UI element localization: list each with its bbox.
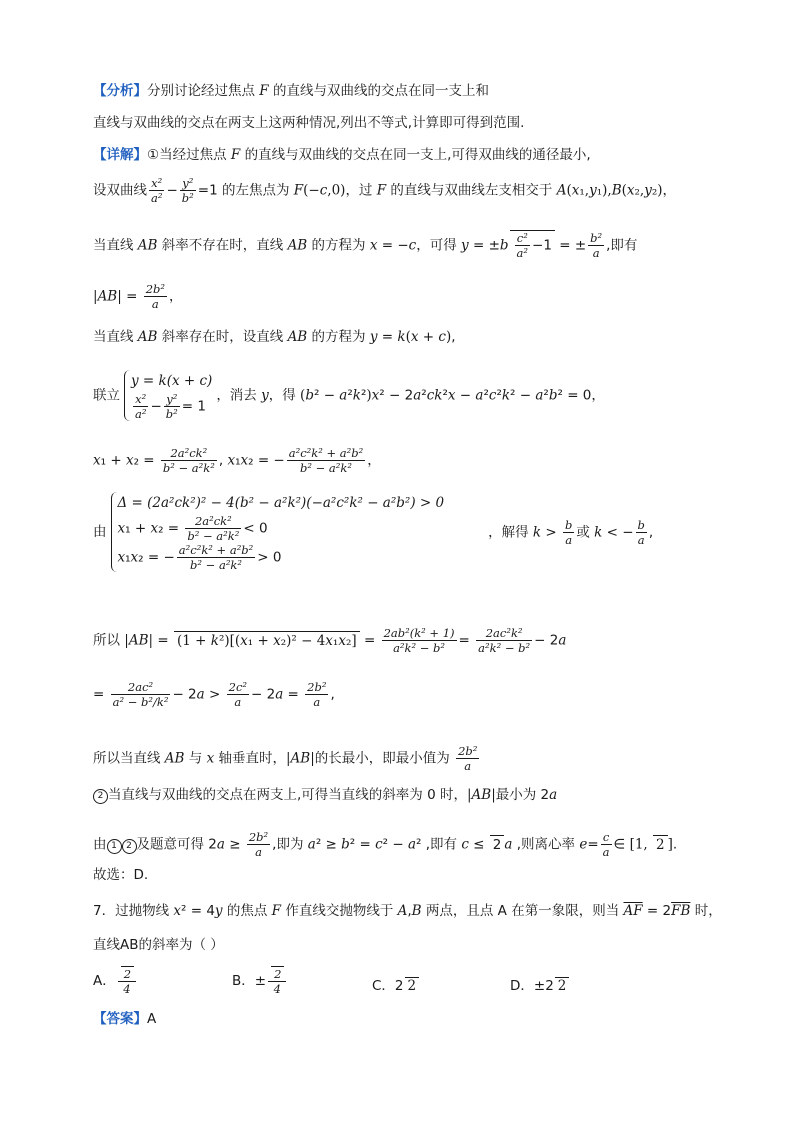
answer-line — [93, 1010, 156, 1028]
system-lead: 联立 — [93, 387, 120, 404]
combine-line: 由 1 2 及题意可得 2a ≥ $\frac{\text{2b²}}{a}$ ,即为 a² ≥ b² = c² − a² ,即有 c ≤ 2 a ,则离心率 e= $\frac{c}{a}$ ∈ [1, 2 ]. — [93, 830, 678, 859]
detail-tag: 【详解】 — [93, 147, 147, 163]
setup-line: 设双曲线 $\frac{\text{x²}}{\text{a²}}$ − $\frac{\text{y²}}{\text{b²}}$ =1 的左焦点为 F(−c,0)，过 F 的直线与双曲线左支相交于 A(x₁,y₁),B(x₂,y₂)， — [93, 176, 677, 205]
choice-d: D．±2 2 — [510, 974, 569, 994]
ab-expression-2: = $\frac{\text{2ac²}}{\text{a² − b²/k²}}$ − 2a > $\frac{\text{2c²}}{a}$ − 2a = $\frac{\text{2b²}}{a}$ , — [93, 680, 335, 709]
case1-intro: ①当经过焦点 F 的直线与双曲线的交点在同一支上,可得双曲线的通径最小, — [147, 147, 591, 163]
analysis-line-2: 直线与双曲线的交点在两支上这两种情况,列出不等式,计算即可得到范围. — [93, 115, 525, 131]
vieta-line: x₁ + x₂ = $\frac{\text{2a²ck²}}{\text{b² − a²k²}}$ , x₁x₂ = − $\frac{\text{a²c²k² + a²b²}}{\text{b² − a²k²}}$ ， — [93, 446, 381, 475]
choice-c: C．2 2 — [372, 974, 419, 994]
choice-b: B．± $\frac{2}{4}$ — [232, 966, 288, 996]
condition-system: Δ = (2a²ck²)² − 4(b² − a²k²)(−a²c²k² − a²b²) > 0 x₁ + x₂ = $\frac{\text{2a²ck²}}{\text{b² − a²k²}}$ < 0 x₁x₂ = − $\frac{\text{a²c²k² + a²b²}}{\text{b² − a²k²}}$ > 0 — [111, 492, 445, 572]
question7-line-1: 7．过抛物线 x² = 4y 的焦点 F 作直线交抛物线于 A,B 两点，且点 A 在第一象限，则当 $\overline{AF} = 2\overline{FB}$ 时， — [93, 903, 722, 919]
ab-len-1: |AB| = $\frac{\text{2b²}}{a}$ ， — [93, 282, 183, 311]
detail-line-1 — [93, 146, 591, 164]
min-result-line: 所以当直线 AB 与 x 轴垂直时，|AB|的长最小，即最小值为 $\frac{\text{2b²}}{a}$ — [93, 744, 478, 773]
ab-expression-1: 所以 |AB| = (1 + k²)[(x₁ + x₂)² − 4x₁x₂] = $\frac{\text{2ab²(k² + 1)}}{\text{a²k² − b²}}$ = $\frac{\text{2ac²k²}}{\text{a²k² − b²}}$ − 2a — [93, 626, 567, 655]
case2-line: 2 当直线与双曲线的交点在两支上,可得当直线的斜率为 0 时，|AB|最小为 2a — [93, 786, 557, 804]
analysis-text-1: 分别讨论经过焦点 F 的直线与双曲线的交点在同一支上和 — [147, 83, 489, 99]
analysis-tag: 【分析】 — [93, 83, 147, 99]
system-line: 联立 y = k(x + c) $\frac{\text{x²}}{\text{a²}}$ − $\frac{\text{y²}}{\text{b²}}$ = 1 ，消去 y，得 (b² − a²k²)x² − 2a²ck²x − a²c²k² − a²b² = 0， — [93, 370, 605, 421]
condition-line: 由 Δ = (2a²ck²)² − 4(b² − a²k²)(−a²c²k² − a²b²) > 0 x₁ + x₂ = $\frac{\text{2a²ck²}}{\text{b² − a²k²}}$ < 0 x₁x₂ = − $\frac{\text{a²c²k² + a²b²}}{\text{b² − a²k²}}$ > 0 ，解得 k > $\frac{b}{a}$ 或 k < − $\frac{b}{a}$ , — [93, 492, 653, 572]
condition-1: Δ = (2a²ck²)² − 4(b² − a²k²)(−a²c²k² − a²b²) > 0 — [117, 495, 445, 511]
analysis-line-1 — [93, 82, 489, 100]
answer-tag: 【答案】 — [93, 1011, 147, 1027]
answer-value: A — [147, 1011, 157, 1027]
answer-choice-line: 故选：D. — [93, 867, 149, 883]
question7-line-2: 直线AB的斜率为（ ） — [93, 937, 224, 953]
choice-a: A． $\frac{2}{4}$ — [93, 966, 138, 996]
equation-system: y = k(x + c) $\frac{\text{x²}}{\text{a²}}$ − $\frac{\text{y²}}{\text{b²}}$ = 1 — [124, 370, 212, 421]
slope-case-line: 当直线 AB 斜率存在时，设直线 AB 的方程为 y = k(x + c), — [93, 329, 456, 345]
condition-lead: 由 — [93, 524, 107, 540]
vertical-case-line: 当直线 AB 斜率不存在时，直线 AB 的方程为 x = −c，可得 y = ±b $\frac{\text{c²}}{\text{a²}}$ −1 = ± $\frac{\text{b²}}{a}$ ,即有 — [93, 231, 638, 260]
